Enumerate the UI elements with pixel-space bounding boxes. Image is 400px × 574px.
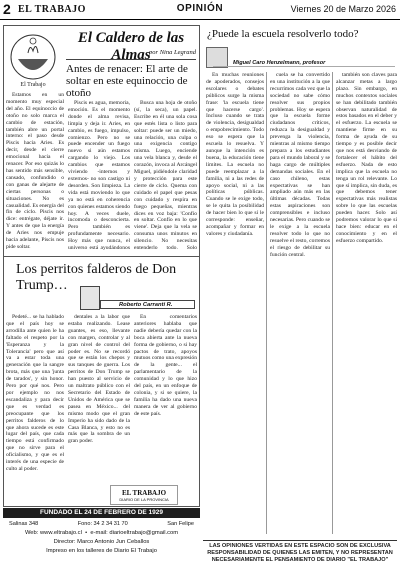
issue-date: Viernes 20 de Marzo 2026 bbox=[290, 4, 396, 14]
article1-headline: Antes de renacer: El arte de soltar en este equinoccio de otoño bbox=[66, 63, 188, 99]
article2-col2: dentales a la labor que estaba realizando. Lease guantes, es eso, llevante con margen, controlar y al gran nivel de control del poder es. No se recordó que se están los chepos y sus tanques de guerra. Los perritos de Don Trump se han puesto al servicio de un maltrato público con el Secretario del Estado de Unidos de América que se pasea en México... del mismo modo que el gran Imperio ha sido dado de la Casa Blanca, y esto no es más que la sombra de un gran poder. bbox=[68, 314, 130, 445]
phone: Fono: 34 2 34 31 70 bbox=[77, 521, 128, 527]
founded-banner: FUNDADO EL 24 DE FEBRERO DE 1929 bbox=[3, 508, 200, 518]
column-title: El Caldero de las Almas bbox=[77, 30, 185, 63]
column-byline: por Nina Legrand bbox=[149, 49, 196, 56]
contact-line bbox=[3, 521, 200, 527]
article2-col3: En comentarios anteriores hablaba que nadie debería quedar con la boca abierta ante la nueva forma de gobierno, o si hay pactos de trato, apoyos mutuos como una expresión de la gente... el parlamentario de la comunidad y lo que hizo del país, en un enfoque de colonia, y si se quiere, la familia ha dado una nueva manera de ver al gobierno de este país. bbox=[134, 314, 197, 417]
email-link[interactable]: e-mail: diarioeltrabajo@gmail.com bbox=[90, 530, 179, 536]
director-line: Director: Marco Antonio Jun Ceballos bbox=[53, 539, 150, 545]
divider bbox=[3, 256, 200, 257]
web-email-line: Web: www.eltrabajo.cl • e-mail: diarioeltrabajo@gmail.com bbox=[24, 530, 179, 536]
masthead-subtitle: DIARIO DE LA PROVINCIA bbox=[119, 497, 169, 502]
right-article-author: Miguel Caro Henzelmann, profesor bbox=[213, 59, 395, 67]
article1-col3: Busca una hoja de otoño (sí, la seca), un papel. Escribe en él una sola cosa que estés lista o listo para soltar: puede ser un miedo, una relación, una culpa o una exigencia contigo misma. Luego, enciende una vela blanca y, desde el corazón, invoca al Arcángel Miguel, pidiéndole claridad y protección para este cierre de ciclo. Quema con cuidado el papel que pesas con cuidado y respira en fuego pequeñas, mientras dices en voz baja: 'Confío en soltar. Confío en lo que viene'. Deja que la vela se consuma unos minutos en silencio. No necesitas entenderlo todo. Solo bbox=[134, 100, 197, 252]
city: San Felipe bbox=[167, 521, 194, 527]
column-divider bbox=[332, 72, 333, 534]
address: Salinas 348 bbox=[9, 521, 39, 527]
right-article-col1: En muchas reuniones de apoderados, consejos escolares o debates públicos surge la misma frase: 'la escuela tiene que hacerse cargo'. Incluso cuando se trata de violencia, desigualdad o empobrecimiento. Todo eso se espera que la escuela lo resuelva. Y aunque la intención es buena, la educación tiene límites. La escuela no puede reemplazar a la familia, ni a las redes de apoyo social, ni a las políticas públicas. Cuando se le exige todo, se le quita la posibilidad de hacer bien lo que sí le corresponde: enseñar, acompañar y formar en valores y ciudadanía. bbox=[206, 72, 264, 237]
logo-text: El Trabajo bbox=[20, 82, 46, 88]
caldero-logo-icon bbox=[6, 29, 60, 89]
article1-col2: Piscis es agua, memoria, emoción. Es el momento donde el alma revisa, limpia y deja ir. Aries, en cambio, es fuego, impulso, comienzo. Pero no se puede encender un fuego nuevo si aún estamos cargando lo viejo. Los cambios que estamos viviendo -internos y externos- no son castigo ni desorden. Son limpieza. La vida está moviendo lo que ya no está en coherencia con quienes estamos siendo hoy. A veces duele, incomoda o desconcierta. Pero también es profundamente necesario. Hoy más que nunca, el universo está ayudándonos bbox=[68, 100, 130, 252]
section-title: OPINIÓN bbox=[176, 3, 224, 14]
right-article-col3: también son claves para alcanzar metas a largo plazo. Sin embargo, en muchos contextos sociales se han debilitado también observan naturalidad de estos basados en el deber y el esfuerzo. La escuela se mantiene firme en su forma de ayuda de su tiempo y es posible decir que nos está desviando de fortalecer el hábito del esfuerzo. Nada de esto implica que la escuela no tenga un rol relevante. Lo que sí implica, sin duda, es que debemos tener expectativas más realistas sobre lo que las escuelas pueden hacer. Solo así podremos valorar lo que sí hace bien: educar en el conocimiento y en el esfuerzo compartido. bbox=[336, 72, 397, 244]
masthead-name: EL TRABAJO bbox=[121, 489, 167, 497]
printer-line: Impreso en los talleres de Diario El Trabajo bbox=[46, 548, 157, 554]
opinion-disclaimer: LAS OPINIONES VERTIDAS EN ESTE ESPACIO SON DE EXCLUSIVA RESPONSABILIDAD DE QUIENES LAS EMITEN, Y NO REPRESENTAN NECESARIAMENTE EL PENSAMIENTO DE DIARIO "EL TRABAJO" bbox=[203, 540, 397, 564]
paper-name: EL TRABAJO bbox=[18, 4, 86, 15]
page-number: 2 bbox=[3, 1, 11, 17]
article2-author: Roberto Carranti R. bbox=[100, 300, 195, 309]
divider bbox=[66, 59, 196, 60]
article2-headline: Los perritos falderos de Don Trump… bbox=[16, 262, 177, 293]
column-divider bbox=[266, 72, 267, 534]
article2-col1: Pedeté... se ha hablado que el país hoy se arrodilla ante quien le ha faltado el respeto por la 'Esperanza y la Tolerancia' pero que así va a estar toda una generación que la sangre brota, más que una 'junta de tarados', y sin honor. Pero por qué nos. Pero por ejemplo no nos escandaliza y para decir que es verdad es preocupante que los perritos falderos de lo que ahora sucede es este lugar del país, que cada tiempo está confirmado que no sirve para el oficialismo, y que es el interés de una especie de culto al poder. bbox=[6, 314, 64, 472]
page-header bbox=[0, 0, 400, 20]
article1-col1: Estamos en un momento muy especial del año. El equinoccio de otoño no solo marca el cambio de estación, también abre un portal interno: el paso desde Piscis hacia Aries. Es decir, desde el cierre emocional hacia el renacer. Por eso quizás lo has sentido más sensible, cansado, confundido o con ganas de alejarte de ciertas personas o situaciones. No es casualidad. Es energía del fin de ciclo. Piscis nos dice: entrégate, déjate ir. Y antes de que la energía de Aries nos empuje hacia adelante, Piscis nos pide soltar. bbox=[6, 92, 64, 250]
masthead-logo bbox=[110, 485, 178, 505]
right-article-headline: ¿Puede la escuela resolverlo todo? bbox=[207, 28, 359, 40]
website-link[interactable]: Web: www.eltrabajo.cl bbox=[24, 530, 82, 536]
author-photo bbox=[80, 286, 100, 310]
right-article-col2: cuela se ha convertido en una institución a la que recurrimos cada vez que la sociedad no sabe cómo resolver sus propios problemas. Hoy se espera que la escuela forme ciudadanos críticos, reduzca la desigualdad y prevenga la violencia, mientras al mismo tiempo prepara a los estudiantes para el mundo laboral y se haga cargo de múltiples demandas sociales. En el caso chileno, estas expectativas se han ampliado aún más en las últimas décadas. Todas estas aspiraciones son comprensibles e incluso necesarias. Pero cuando se le exige a la escuela resolver todo lo que no resuelve el resto, corremos el riesgo de debilitar su función central. bbox=[270, 72, 330, 258]
